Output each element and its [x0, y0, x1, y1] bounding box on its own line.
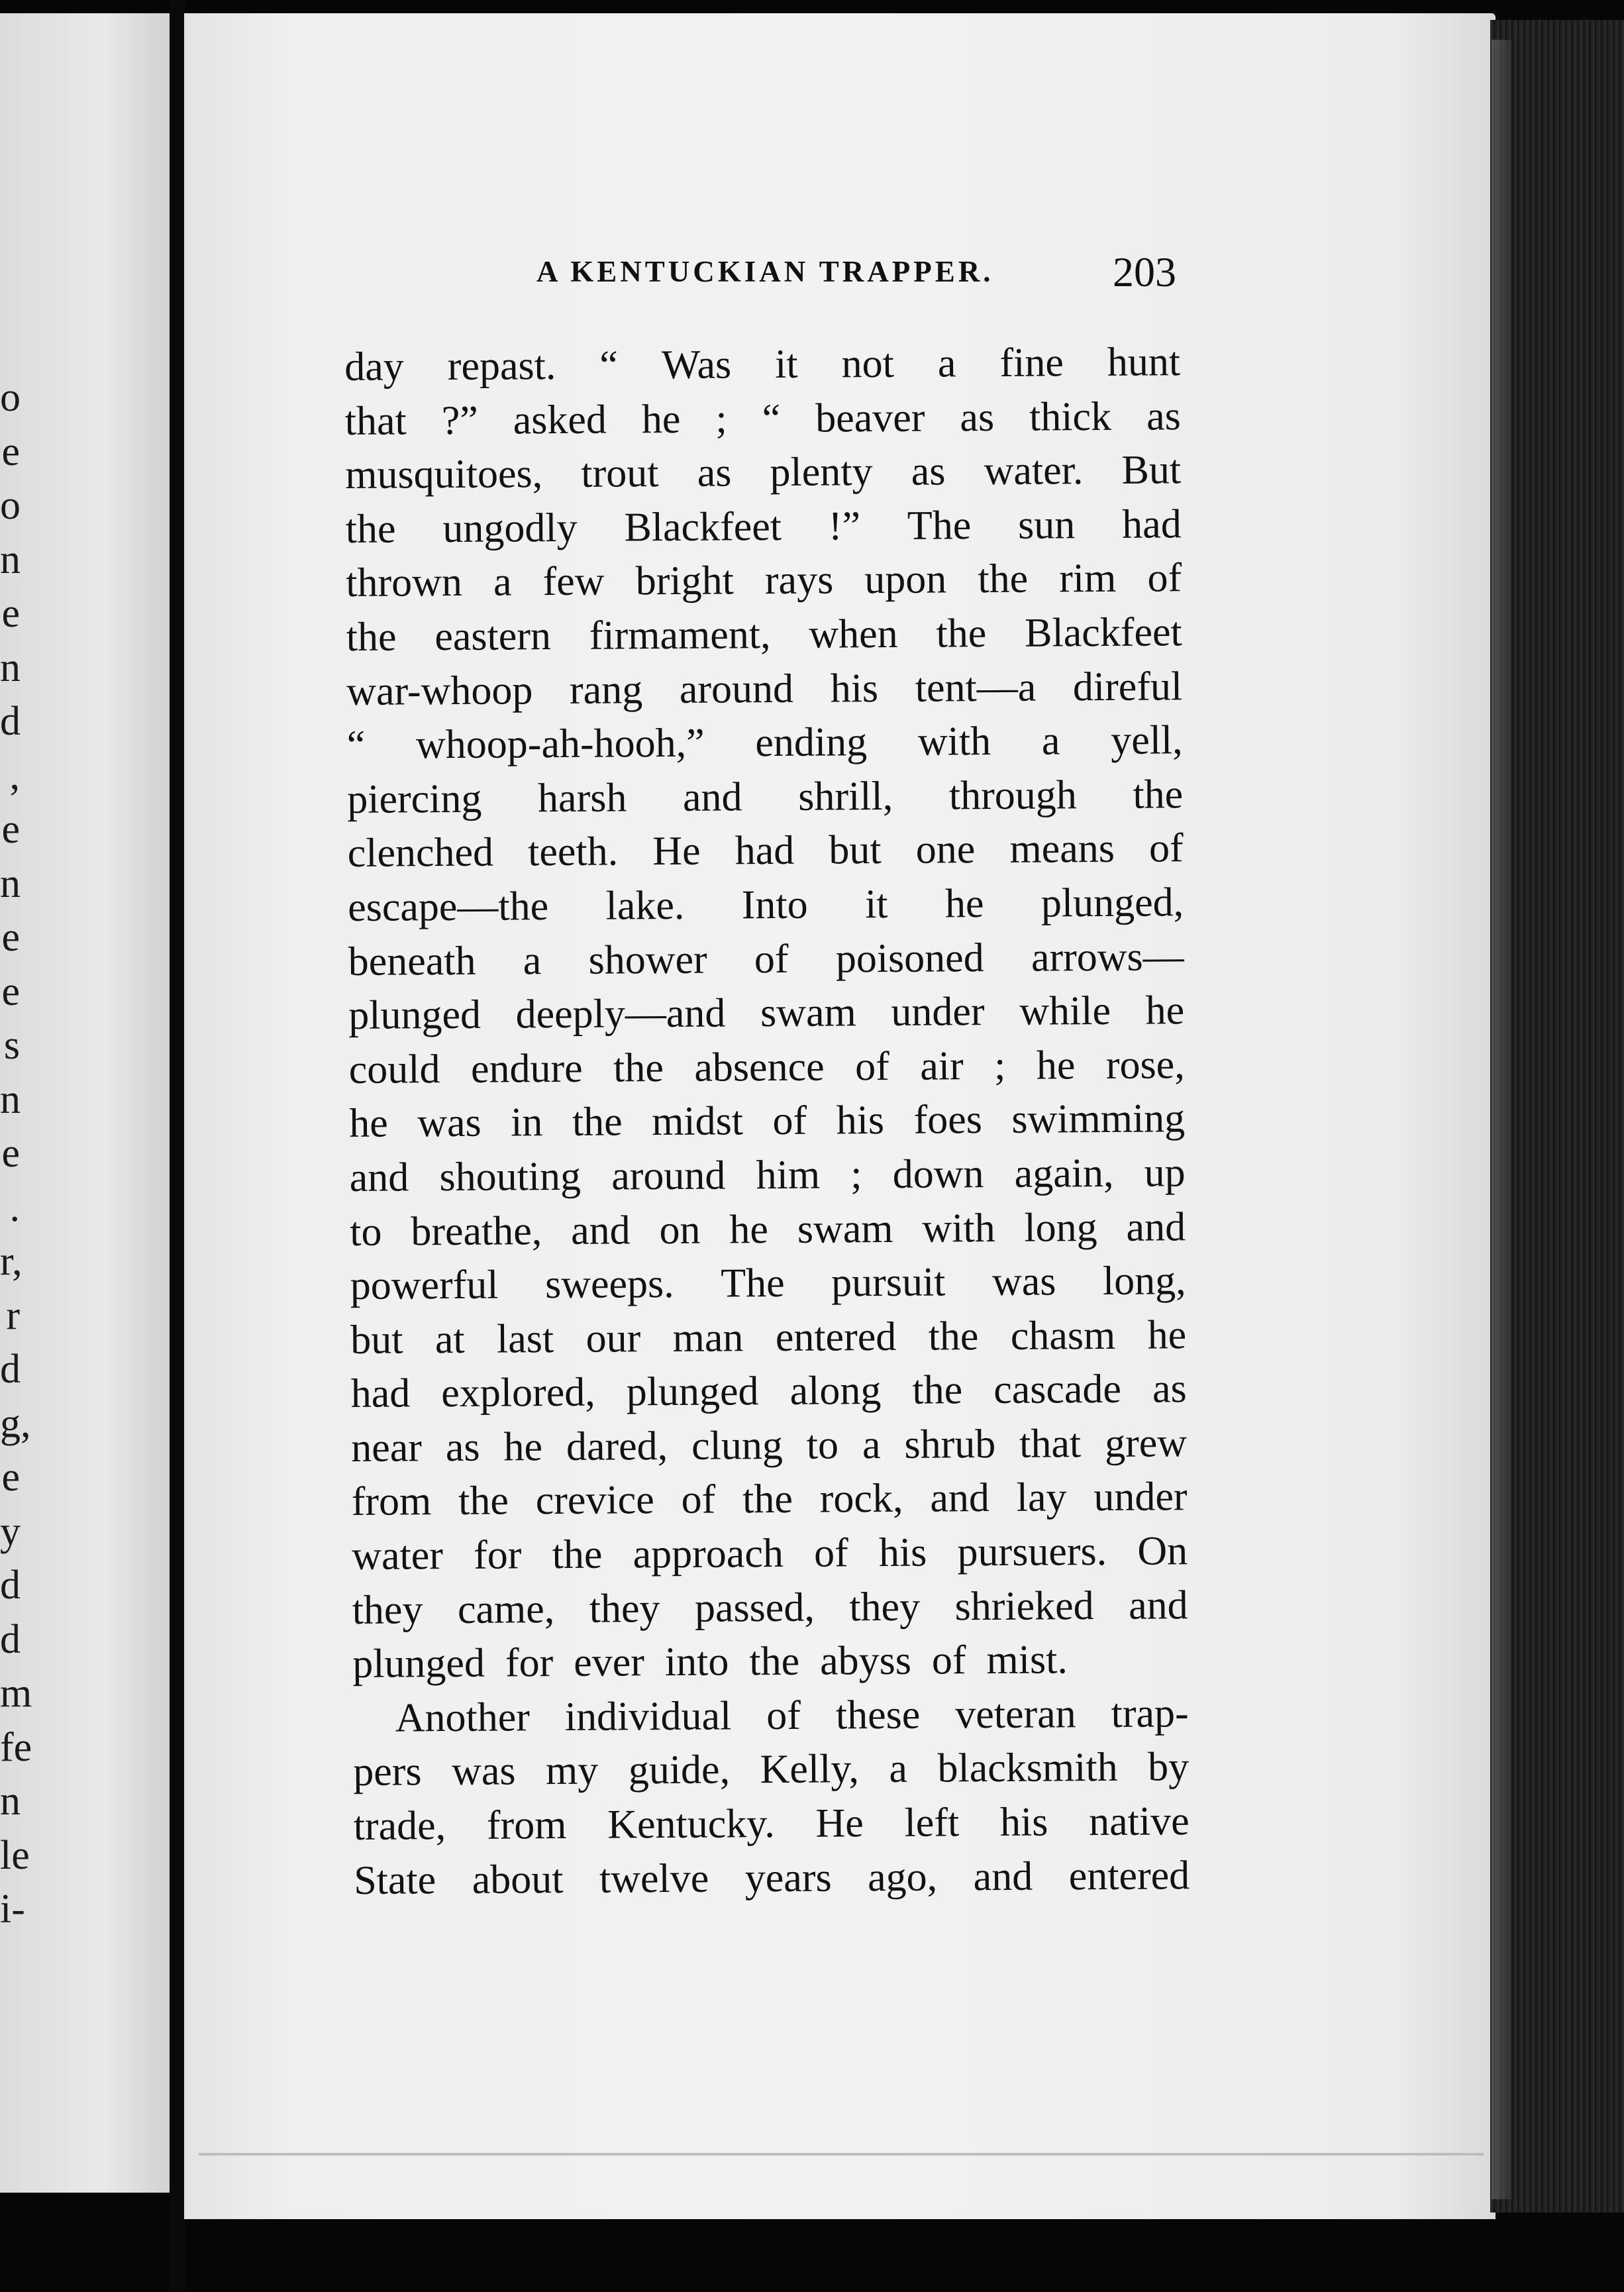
- text-line: powerful sweeps. The pursuit was long,: [350, 1258, 1186, 1309]
- text-line: plunged for ever into the abyss of mist.: [352, 1637, 1068, 1687]
- text-line: to breathe, and on he swam with long and: [350, 1204, 1186, 1255]
- text-line: trade, from Kentucky. He left his native: [353, 1798, 1190, 1849]
- text-line: the eastern firmament, when the Blackfeet: [346, 609, 1182, 660]
- text-line: he was in the midst of his foes swimming: [349, 1096, 1186, 1147]
- text-line: pers was my guide, Kelly, a blacksmith by: [352, 1744, 1190, 1795]
- text-line: musquitoes, trout as plenty as water. But: [345, 447, 1182, 498]
- text-line: could endure the absence of air ; he rose,: [348, 1041, 1185, 1092]
- text-line: they came, they passed, they shrieked and: [352, 1582, 1188, 1633]
- text-line: clenched teeth. He had but one means of: [347, 825, 1184, 876]
- text-line: State about twelve years ago, and entered: [353, 1852, 1190, 1903]
- text-line: plunged deeply—and swam under while he: [348, 988, 1185, 1039]
- book-fore-edge-highlight: [1492, 40, 1511, 2199]
- page-number: 203: [1113, 248, 1176, 295]
- previous-page-edge-text: o e o n e n d , e n e e s n e . r, r d g, e y d d m fe n le i-: [0, 375, 32, 1932]
- page-bottom-fold: [199, 2153, 1484, 2156]
- text-line: but at last our man entered the chasm he: [350, 1312, 1187, 1363]
- text-line: the ungodly Blackfeet !” The sun had: [345, 501, 1182, 552]
- body-text: [344, 335, 1190, 1908]
- text-line: thrown a few bright rays upon the rim of: [346, 555, 1182, 606]
- text-line: from the crevice of the rock, and lay under: [351, 1474, 1188, 1525]
- previous-page: [0, 13, 170, 2193]
- text-line: and shouting around him ; down again, up: [349, 1150, 1186, 1200]
- text-line: water for the approach of his pursuers. On: [352, 1528, 1188, 1579]
- book-gutter: [170, 0, 185, 2292]
- text-line: had explored, plunged along the cascade as: [350, 1366, 1187, 1417]
- text-line: piercing harsh and shrill, through the: [347, 772, 1184, 822]
- text-line: near as he dared, clung to a shrub that grew: [351, 1420, 1188, 1471]
- text-line: “ whoop-ah-hooh,” ending with a yell,: [346, 717, 1183, 768]
- text-line: war-whoop rang around his tent—a direful: [346, 663, 1183, 714]
- text-line: Another individual of these veteran trap-: [395, 1691, 1189, 1741]
- running-head: A KENTUCKIAN TRAPPER.: [536, 255, 994, 288]
- text-line: escape—the lake. Into it he plunged,: [348, 880, 1184, 930]
- text-line: beneath a shower of poisoned arrows—: [348, 933, 1184, 984]
- text-line: day repast. “ Was it not a fine hunt: [344, 339, 1181, 390]
- text-line: that ?” asked he ; “ beaver as thick as: [344, 393, 1181, 444]
